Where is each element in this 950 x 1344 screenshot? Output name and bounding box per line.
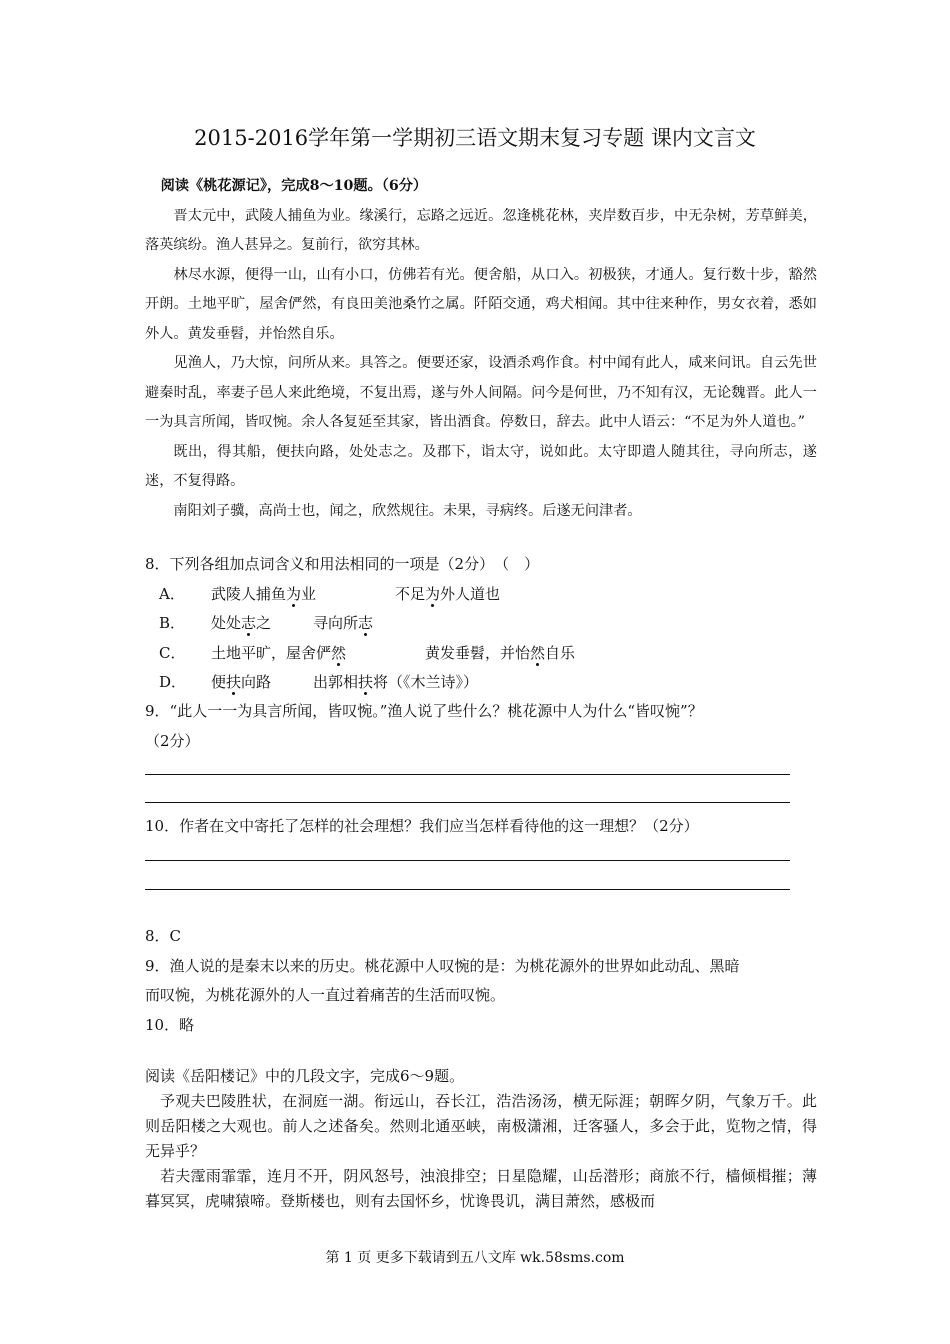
page-title: 2015-2016学年第一学期初三语文期末复习专题 课内文言文: [194, 126, 756, 150]
taohua-paragraph-4: 既出，得其船，便扶向路，处处志之。及郡下，诣太守，说如此。太守即遣人随其往，寻向所志，遂迷，不复得路。: [145, 443, 817, 489]
dotted-word: 志: [241, 614, 257, 632]
option-text: 武陵人捕鱼: [211, 584, 287, 603]
yueyang-passage: [145, 1064, 817, 1214]
answer-line[interactable]: [145, 889, 790, 890]
yueyang-heading: 阅读《岳阳楼记》中的几段文字，完成6～9题。: [145, 1067, 465, 1085]
option-key: D．: [159, 673, 187, 691]
option-text: 之: [256, 614, 272, 632]
option-text: 自乐: [545, 643, 576, 662]
dotted-word: 扶: [226, 673, 242, 691]
option-text: 业: [301, 584, 317, 603]
q8-option-a: [145, 580, 817, 610]
q9-stem-line-1: 9．“此人一一为具言所闻，皆叹惋。”渔人说了些什么？桃花源中人为什么“皆叹惋”？: [145, 702, 703, 720]
answer-key: [145, 922, 817, 1040]
dotted-word: 扶: [358, 673, 374, 691]
yueyang-paragraph-1: 予观夫巴陵胜状，在洞庭一湖。衔远山，吞长江，浩浩汤汤，横无际涯；朝晖夕阴，气象万千。此则岳阳楼之大观也。前人之述备矣。然则北通巫峡，南极潇湘，迁客骚人，多会于此，览物之情，得无异乎？: [145, 1092, 817, 1160]
option-text: 外人道也: [440, 584, 501, 603]
option-text: 寻向所: [313, 614, 359, 632]
question-8: [145, 550, 817, 698]
taohua-paragraph-2: 林尽水源，便得一山，山有小口，仿佛若有光。便舍船，从口入。初极狭，才通人。复行数十步，豁然开朗。土地平旷，屋舍俨然，有良田美池桑竹之属。阡陌交通，鸡犬相闻。其中往来种作，男女衣着，悉如外人。黄发垂髫，并怡然自乐。: [145, 266, 817, 342]
option-text: 出郭相: [313, 673, 359, 691]
q9-stem-line-2: （2分）: [145, 731, 200, 750]
dotted-word: 为: [286, 584, 302, 603]
dotted-word: 然: [331, 643, 347, 662]
q8-option-d: [145, 668, 817, 698]
answer-9-line-1: 9．渔人说的是秦末以来的历史。桃花源中人叹惋的是：为桃花源外的世界如此动乱、黑暗: [145, 956, 740, 975]
option-text: 黄发垂髫，并怡: [425, 643, 531, 662]
option-text: 将（《木兰诗》）: [373, 673, 479, 691]
q8-stem: 8．下列各组加点词含义和用法相同的一项是（2分） （ ）: [145, 555, 540, 573]
dotted-word: 然: [530, 643, 546, 662]
page-footer: 第 1 页 更多下载请到五八文库 wk.58sms.com: [325, 1250, 625, 1266]
taohua-heading: 阅读《桃花源记》，完成8～10题。（6分）: [160, 178, 428, 194]
option-text: 土地平旷，屋舍俨: [211, 643, 332, 662]
taohua-paragraph-5: 南阳刘子骥，高尚士也，闻之，欣然规往。未果，寻病终。后遂无问津者。: [173, 502, 642, 519]
dotted-word: 志: [358, 614, 374, 632]
taohua-paragraph-3: 见渔人，乃大惊，问所从来。具答之。便要还家，设酒杀鸡作食。村中闻有此人，咸来问讯。自云先世避秦时乱，率妻子邑人来此绝境，不复出焉，遂与外人间隔。问今是何世，乃不知有汉，无论魏晋。此人一一为具言所闻，皆叹惋。余人各复延至其家，皆出酒食。停数日，辞去。此中人语云：“不足为外人道也。”: [145, 355, 817, 430]
option-key: C．: [159, 643, 186, 662]
answer-line[interactable]: [145, 860, 790, 861]
question-9: [145, 697, 817, 756]
answer-8: 8．C: [145, 927, 182, 945]
q10-stem: 10．作者在文中寄托了怎样的社会理想？我们应当怎样看待他的这一理想？（2分）: [145, 817, 699, 835]
taohua-paragraph-1: 晋太元中，武陵人捕鱼为业。缘溪行，忘路之远近。忽逢桃花林，夹岸数百步，中无杂树，芳草鲜美，落英缤纷。渔人甚异之。复前行，欲穷其林。: [145, 207, 817, 253]
dotted-word: 为: [425, 584, 441, 603]
option-text: 不足: [395, 584, 426, 603]
answer-line[interactable]: [145, 774, 790, 775]
option-key: B．: [159, 614, 186, 632]
yueyang-paragraph-2: 若夫霪雨霏霏，连月不开，阴风怒号，浊浪排空；日星隐耀，山岳潜形；商旅不行，樯倾楫摧；薄暮冥冥，虎啸猿啼。登斯楼也，则有去国怀乡，忧谗畏讥，满目萧然，感极而: [145, 1167, 817, 1210]
q8-option-c: [145, 639, 817, 669]
answer-line[interactable]: [145, 802, 790, 803]
option-text: 处处: [211, 614, 242, 632]
option-text: 向路: [241, 673, 272, 691]
option-text: 便: [211, 673, 227, 691]
answer-10: 10．略: [145, 1015, 195, 1034]
option-key: A．: [159, 584, 185, 603]
q8-option-b: [145, 609, 817, 639]
question-10: [145, 812, 817, 842]
taohua-passage: [145, 172, 817, 526]
answer-9-line-2: 而叹惋，为桃花源外的人一直过着痛苦的生活而叹惋。: [145, 986, 506, 1004]
